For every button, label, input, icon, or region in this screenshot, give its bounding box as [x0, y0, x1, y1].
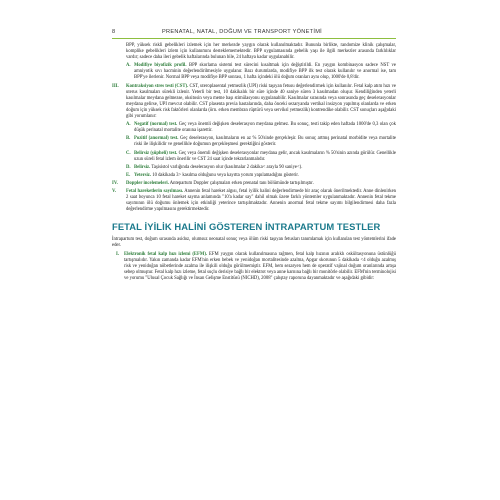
item-body: Antepartum Doppler çalışmaları erken prenatal tanı bölümünde tartışılmıştır. [168, 180, 314, 186]
list-item-doppler [112, 181, 396, 187]
item-text [126, 84, 396, 121]
item-heading: Kontraksiyon stres testi (CST). [126, 83, 189, 89]
cst-result-item [112, 173, 396, 179]
item-label: III. [112, 83, 119, 89]
book-page [112, 28, 396, 492]
item-label: C. [126, 150, 131, 156]
item-body: EFM yaygın olarak kullanılmasına rağmen, fetal kalp hızının aralıklı oskültasyonuna üstünlüğü tartışmalıdır. Yakın zamanda kadar EFM'nin erken bebek ve yenidoğan mortalitesinde azalma, Apgar skorunun 5 dakikada <4 olduğu azalmış risk ve yenidoğan nöbetlerinde azalma ile ilişkili olduğu görülmemiştir. EFM, hem sezaryen hem de operatif vajinal doğum oranlarında artışa sebep olmuştur. Fetal kalp hızı izleme, fetal suçlu derisiye bağlı bir elektrot veya anne karnına bağlı bir monitörle olabilir. EFM'nin terminolojisi ve yorumu "Ulusal Çocuk Sağlığı ve İnsan Gelişme Enstitüsü (NICHD), 2008" çalıştay raporuna dayanmaktadır ve aşağıdaki gibidir: [124, 251, 396, 281]
cst-result-item [112, 136, 396, 148]
page-body [112, 43, 396, 284]
cst-result-item [112, 165, 396, 171]
intro-paragraph: BPP, yüksek riskli gebelikleri izlemek için her merkezde yaygın olarak kullanılmaktadır. Bununla birlikte, randomize klinik çalışmalar, komplike gebelikleri izlem için kullanımını desteklememektedir. BPP uygulamasında gebelik yaşı ile ilgili merkezler arasında farklılıklar vardır; sadece daha ileri gebelik haftalarında bulunan bile, 24 haftaya kadar uygulanabilir. [126, 43, 396, 61]
item-body: Annenin fetal hareket algısı, fetal iyilik halini değerlendirmede bir araç olarak önerilmektedir. Anne dinlenirken 2 saat boyunca 10 fetal hareket sayma anlamında "10'a kadar say" dahil olmak üzere farklı yöntemler uygulanmaktadır. Annenin fetal tekme sayımının ölü doğumu önlemek için etkinliği yeterince tartışılmaktadır. Annenin anormal fetal tekme sayımı bilgilendirmesi daha fazla değerlendirme yapılmasını gerektirmektedir. [126, 188, 396, 213]
item-body: Geç deselerasyon, kasılmaların en az % 50'sinde gerçekleşir. Bu sonuç artmış perinatal morbidite veya mortalite riski ile ilişkilidir ve genellikle doğumun gerçekleşmesi gerektiğini gösterir. [134, 136, 396, 148]
item-text [134, 173, 396, 179]
item-text [134, 151, 396, 163]
item-body: CST, uteroplasental yetmezlik (UPI) riski taşıyan fetusu değerlendirmek için kullanılır. Fetal kalp atım hızı ve uterus kasılmaları sürekli izlenir. Yeterli bir test, 10 dakikalık bir süre içinde 40 saniye süren 3 kasılmadan oluşur. Kendiliğinden yeterli kasılmalar meydana gelmezse, oksitosin veya meme başı stimülasyonu uygulanabilir. Kasılmalar sırasında veya sonrasında geç deselerasyonlar meydana gelirse, UPI mevcut olabilir. CST plasenta previa hastalarında, daha önceki sezaryanda vertikal insizyon yapılmış olanlarda ve erken doğum için yüksek risk faktörleri olanlarda (örn. erken membran rüptürü veya serviksl yetmezlik) kontrendike olabilir. CST sonuçları aşağıdaki gibi yorumlanır: [126, 83, 396, 120]
item-text [134, 63, 396, 81]
item-heading: Pozitif (anormal) test. [134, 136, 179, 142]
item-text [126, 189, 396, 213]
item-body: BPP skorlama sistemi test sürecini kısaltmak için değiştirildi. En yaygın kombinasyon sadece NST ve amniyotik sıvı hacminin değerlendirilmesiyle uygulanır. Bazı durumlarda, modifiye BPP ilk test olarak kullanılır ve anormal ise, tam BPP'ye ilerlenir. Normal BPP veya modifiye BPP sonrası, 1 hafta içindeki ölü doğum oranları aynı olup, 1000'de 0,8'dir. [134, 63, 396, 81]
item-heading: Modifiye biyofizik profil. [134, 63, 187, 69]
cst-result-item [112, 122, 396, 134]
item-text [134, 136, 396, 148]
item-text [124, 252, 396, 282]
item-heading: Negatif (normal) test. [134, 122, 178, 128]
cst-result-item [112, 151, 396, 163]
item-body: Geç veya önemli değişken deselerasyonlar meydana gelir, ancak kasılmaların % 50'sinin azında görülür. Genellikle uzun süreli fetal izlem önerilir ve CST 24 saat içinde tekrarlanmalıdır. [134, 150, 396, 162]
section-heading: FETAL İYİLİK HALİNİ GÖSTEREN İNTRAPARTUM TESTLER [112, 221, 381, 233]
item-label: A. [126, 122, 131, 128]
item-heading: Belirsiz. [134, 164, 151, 170]
item-heading: Yetersiz. [134, 172, 152, 178]
item-heading: Elektronik fetal kalp hızı izlemi (EFM). [124, 251, 208, 257]
list-item-modified-bpp [112, 63, 396, 81]
item-text [134, 122, 396, 134]
item-body: Taşisistol varlığında deselerasyon olur (kasılmalar 2 dakika< arayla 90 saniye<). [150, 164, 303, 170]
item-heading: Doppler incelemeleri. [126, 180, 169, 186]
item-label: I. [116, 251, 119, 257]
item-label: E. [126, 172, 131, 178]
item-body: 10 dakikada 3> kasılma olduğunu veya kayıtta yorum yapılamadığını gösterir. [151, 172, 299, 178]
item-label: A. [126, 63, 131, 69]
item-body: Geç veya önemli değişken deselerasyon meydana gelmez. Bu sonuç, testi takip eden haftada 1000'de 0,3 olan çok düşük perinatal mortalite oranına işarettir. [134, 122, 396, 134]
page-header [112, 28, 396, 39]
running-title: PRENATAL, NATAL, DOĞUM VE TRANSPORT YÖNETİMİ [162, 29, 323, 35]
list-item-kick-count [112, 189, 396, 213]
item-text [126, 181, 396, 187]
page-number: 8 [112, 29, 116, 35]
list-item-cst [112, 84, 396, 121]
item-label: B. [126, 136, 131, 142]
list-item-efm [112, 252, 396, 282]
item-heading: Fetal hareketlerin sayılması. [126, 188, 184, 194]
item-label: D. [126, 164, 131, 170]
item-label: V. [112, 188, 116, 194]
item-label: IV. [112, 180, 118, 186]
item-heading: Belirsiz (şüpheli) test. [134, 150, 178, 156]
section-intro: İntrapartum test, doğum sırasında asidoz, olumsuz neonatal sonuç veya ölüm riski taşıyan fetusları tanımlamak için kullanılan test yöntemlerini ifade eder. [112, 237, 396, 249]
item-text [134, 165, 396, 171]
